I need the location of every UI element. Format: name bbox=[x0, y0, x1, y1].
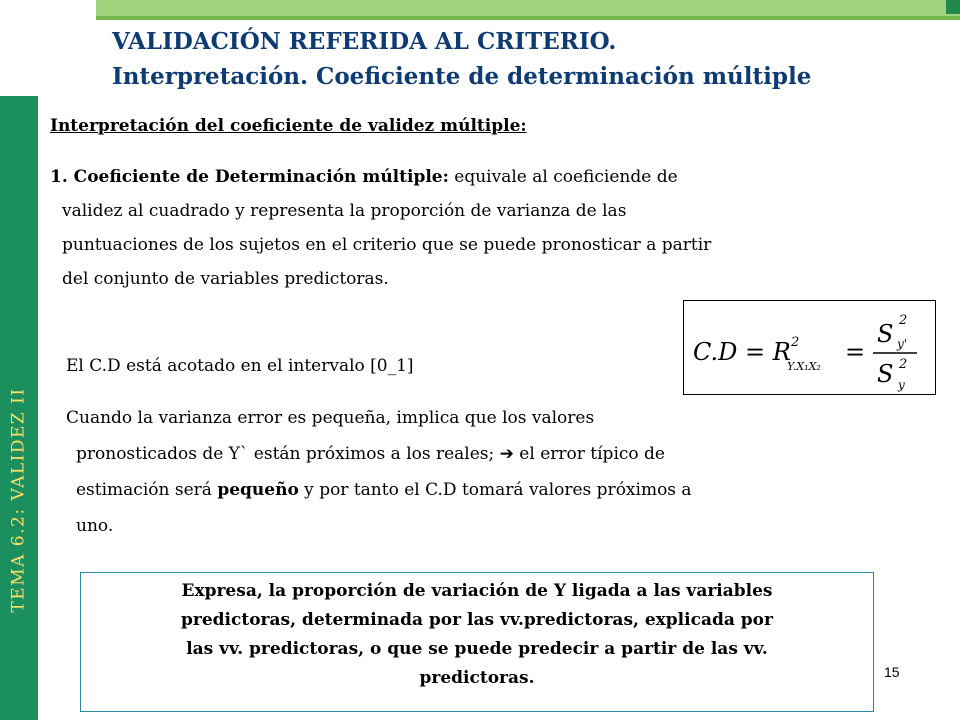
point-1-paragraph bbox=[50, 160, 940, 296]
formula-den-sub: y bbox=[898, 377, 905, 392]
page-number: 15 bbox=[884, 664, 900, 680]
summary-line-1: Expresa, la proporción de variación de Y ligada a las variables bbox=[181, 581, 773, 601]
formula-num: S bbox=[877, 319, 894, 348]
formula-num-sup: 2 bbox=[899, 312, 908, 328]
varianza-bold-word: pequeño bbox=[217, 480, 299, 500]
top-corner-square bbox=[946, 0, 960, 14]
formula-lhs: C.D = R bbox=[693, 337, 791, 366]
varianza-line-3-a: estimación será bbox=[76, 480, 218, 500]
summary-line-4: predictoras. bbox=[419, 668, 535, 688]
point-1-bold-label: 1. Coeficiente de Determinación múltiple: bbox=[50, 167, 449, 187]
point-1-line-2: validez al cuadrado y representa la proporción de varianza de las bbox=[62, 201, 627, 221]
formula bbox=[687, 304, 932, 392]
summary-box bbox=[80, 572, 874, 712]
point-1-line-4: del conjunto de variables predictoras. bbox=[62, 269, 389, 289]
summary-line-3: las vv. predictoras, o que se puede predecir a partir de las vv. bbox=[186, 639, 768, 659]
formula-box bbox=[683, 300, 936, 395]
section-subtitle: Interpretación del coeficiente de validez múltiple: bbox=[50, 116, 527, 136]
point-1-text-1: equivale al coeficiende de bbox=[448, 167, 678, 187]
formula-sub: Y.X₁X₂ bbox=[787, 359, 821, 373]
title-line-2: Interpretación. Coeficiente de determinación múltiple bbox=[112, 63, 812, 90]
point-1-line-1 bbox=[50, 160, 940, 194]
acotado-text: El C.D está acotado en el intervalo [0_1] bbox=[66, 356, 414, 376]
varianza-line-3 bbox=[66, 472, 948, 508]
varianza-line-2: pronosticados de Y` están próximos a los reales; ➔ el error típico de bbox=[76, 444, 665, 464]
varianza-line-3-b: y por tanto el C.D tomará valores próximos a bbox=[298, 480, 692, 500]
formula-num-sub: y' bbox=[897, 336, 908, 351]
sidebar-bar bbox=[0, 96, 38, 720]
varianza-line-4: uno. bbox=[76, 516, 114, 536]
varianza-line-1: Cuando la varianza error es pequeña, implica que los valores bbox=[66, 408, 595, 428]
formula-den-sup: 2 bbox=[899, 356, 908, 372]
varianza-paragraph bbox=[66, 400, 948, 544]
slide-title bbox=[112, 24, 932, 94]
formula-den: S bbox=[877, 359, 894, 388]
sidebar-label: TEMA 6.2: VALIDEZ II bbox=[9, 387, 29, 613]
top-decorative-band bbox=[96, 0, 960, 20]
summary-line-2: predictoras, determinada por las vv.predictoras, explicada por bbox=[181, 610, 773, 630]
formula-eq: = bbox=[845, 337, 866, 366]
point-1-line-3: puntuaciones de los sujetos en el criterio que se puede pronosticar a partir bbox=[62, 235, 712, 255]
formula-sup: 2 bbox=[791, 334, 800, 350]
title-line-1: VALIDACIÓN REFERIDA AL CRITERIO. bbox=[112, 28, 617, 55]
